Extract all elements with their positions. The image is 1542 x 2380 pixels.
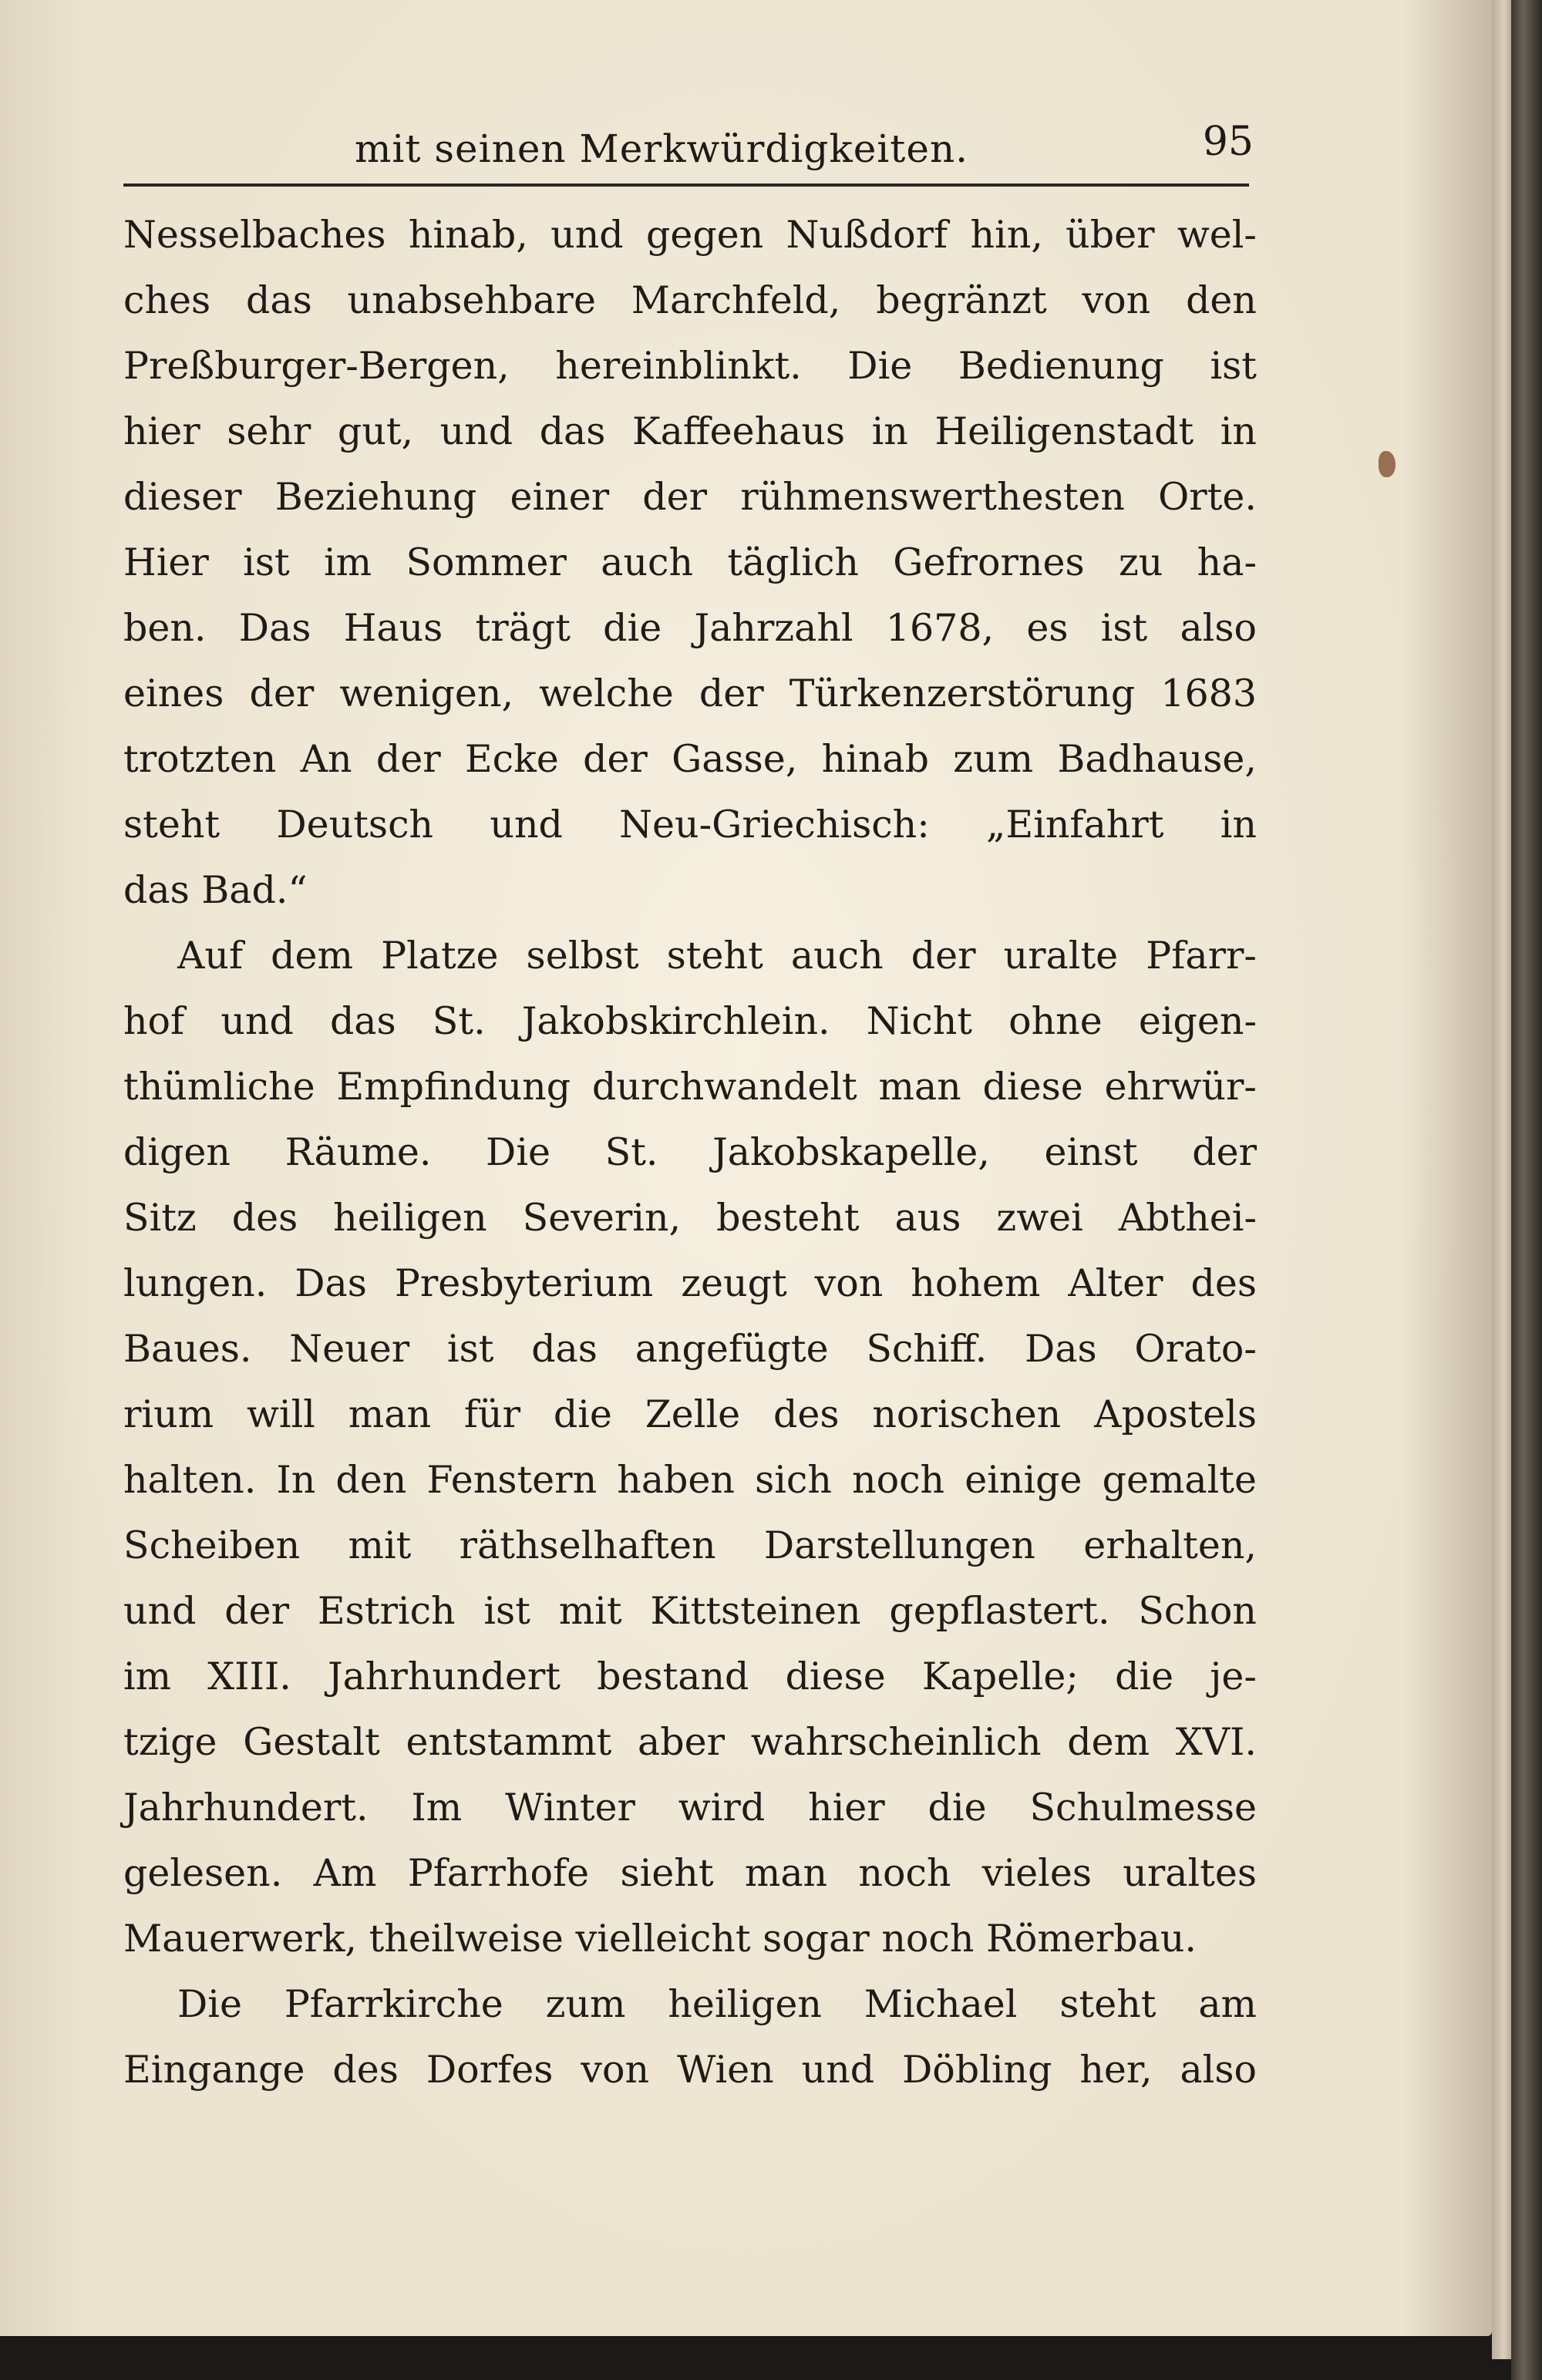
text-line: halten. In den Fenstern haben sich noch einige gemalte — [123, 1458, 1257, 1502]
text-line: thümliche Empfindung durchwandelt man diese ehrwür- — [123, 1065, 1257, 1109]
text-line: Scheiben mit räthselhaften Darstellungen erhalten, — [123, 1523, 1257, 1567]
text-line: ches das unabsehbare Marchfeld, begränzt von den — [123, 278, 1257, 322]
text-line: rium will man für die Zelle des norischen Apostels — [123, 1392, 1257, 1436]
body-text — [123, 202, 1257, 2102]
page-number: 95 — [1202, 119, 1254, 165]
text-line: Mauerwerk, theilweise vielleicht sogar noch Römerbau. — [123, 1917, 1197, 1961]
text-line: eines der wenigen, welche der Türkenzerstörung 1683 — [123, 672, 1257, 715]
text-line: tzige Gestalt entstammt aber wahrscheinlich dem XVI. — [123, 1720, 1257, 1764]
text-line: gelesen. Am Pfarrhofe sieht man noch vieles uraltes — [123, 1851, 1257, 1895]
running-title: mit seinen Merkwürdigkeiten. — [355, 126, 969, 171]
text-line: trotzten An der Ecke der Gasse, hinab zum Badhause, — [123, 737, 1257, 781]
text-line: im XIII. Jahrhundert bestand diese Kapelle; die je- — [123, 1655, 1257, 1698]
text-line: Hier ist im Sommer auch täglich Gefrornes zu ha- — [123, 540, 1257, 584]
text-line: Nesselbaches hinab, und gegen Nußdorf hin, über wel- — [123, 213, 1257, 257]
text-line: Auf dem Platze selbst steht auch der uralte Pfarr- — [177, 934, 1257, 978]
text-line: Sitz des heiligen Severin, besteht aus zwei Abthei- — [123, 1196, 1257, 1240]
text-line: digen Räume. Die St. Jakobskapelle, einst der — [123, 1130, 1257, 1174]
ink-stain — [1379, 451, 1396, 477]
header-rule — [123, 183, 1249, 187]
text-line: das Bad.“ — [123, 868, 308, 912]
text-line: und der Estrich ist mit Kittsteinen gepflastert. Schon — [123, 1589, 1257, 1633]
text-line: dieser Beziehung einer der rühmenswerthesten Orte. — [123, 475, 1257, 519]
book-spine-edge — [1511, 0, 1542, 2380]
text-line: ben. Das Haus trägt die Jahrzahl 1678, es ist also — [123, 606, 1257, 650]
text-line: hier sehr gut, und das Kaffeehaus in Heiligenstadt in — [123, 409, 1257, 453]
text-line: Preßburger-Bergen, hereinblinkt. Die Bedienung ist — [123, 344, 1257, 388]
text-line: Baues. Neuer ist das angefügte Schiff. Das Orato- — [123, 1327, 1257, 1371]
text-line: Jahrhundert. Im Winter wird hier die Schulmesse — [123, 1786, 1257, 1830]
text-line: Eingange des Dorfes von Wien und Döbling her, also — [123, 2048, 1257, 2092]
text-line: Die Pfarrkirche zum heiligen Michael steht am — [177, 1982, 1257, 2026]
text-line: hof und das St. Jakobskirchlein. Nicht ohne eigen- — [123, 999, 1257, 1043]
text-line: lungen. Das Presbyterium zeugt von hohem Alter des — [123, 1261, 1257, 1305]
page-header — [123, 116, 1254, 177]
text-line: steht Deutsch und Neu-Griechisch: „Einfahrt in — [123, 803, 1257, 847]
